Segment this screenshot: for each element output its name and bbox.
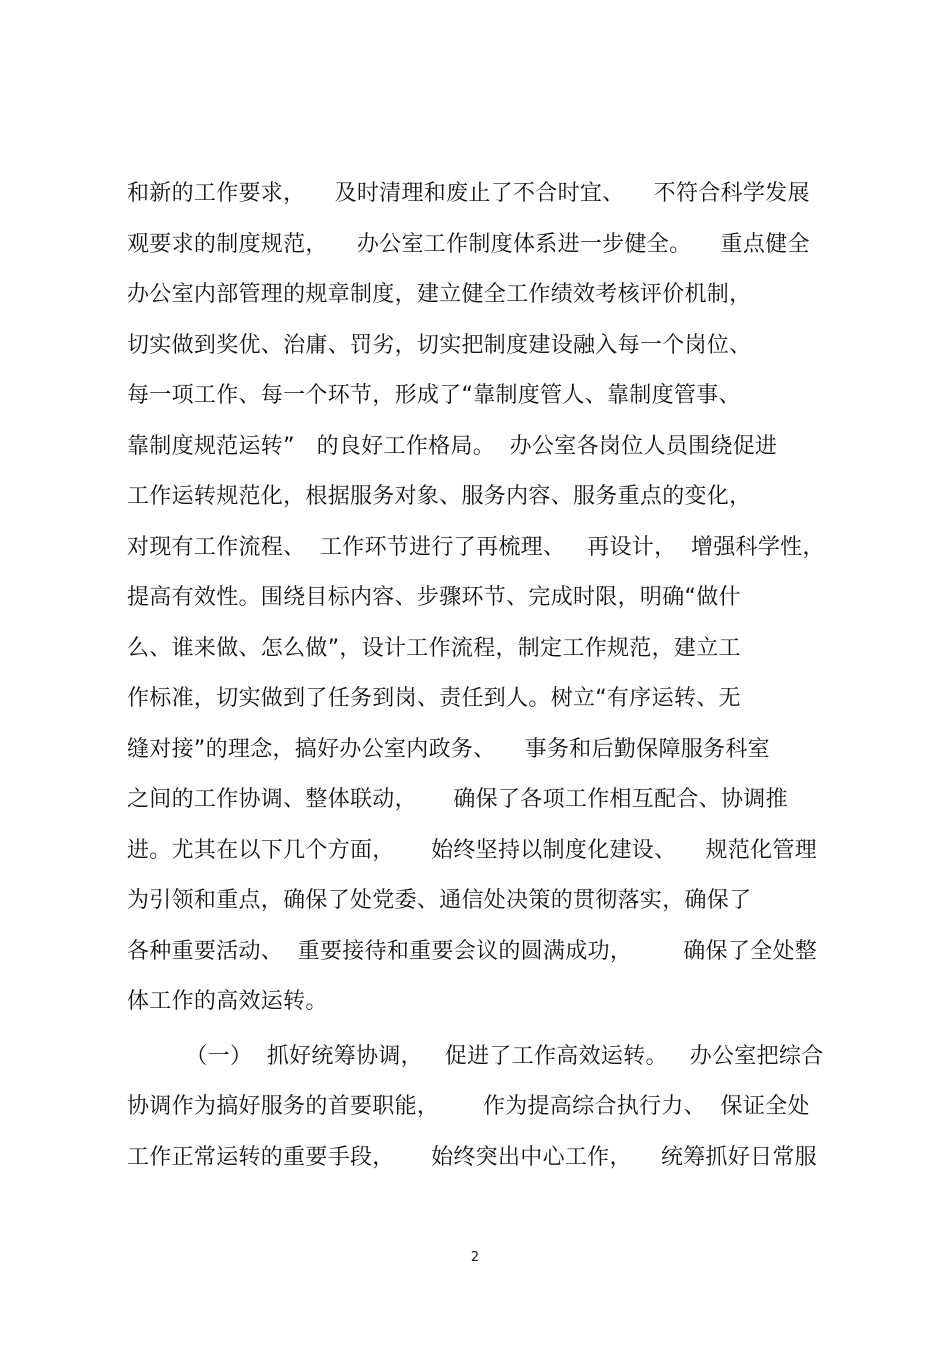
text-line: 为引领和重点，确保了处党委、通信处决策的贯彻落实，确保了 (127, 888, 752, 913)
text-line: 和新的工作要求， 及时清理和废止了不合时宜、 不符合科学发展 (127, 181, 810, 206)
text-line: 办公室内部管理的规章制度，建立健全工作绩效考核评价机制， (127, 282, 752, 307)
text-line: 每一项工作、每一个环节，形成了“靠制度管人、靠制度管事、 (127, 383, 741, 408)
text-line: 缝对接”的理念，搞好办公室内政务、 事务和后勤保障服务科室 (127, 736, 770, 762)
text-line: 协调作为搞好服务的首要职能， 作为提高综合执行力、 保证全处 (127, 1094, 810, 1119)
text-line: 作标准，切实做到了任务到岗、责任到人。树立“有序运转、无 (127, 686, 741, 711)
text-line: 对现有工作流程、 工作环节进行了再梳理、 再设计， 增强科学性， (127, 534, 825, 560)
text-line: 体工作的高效运转。 (127, 989, 328, 1014)
text-line: 各种重要活动、 重要接待和重要会议的圆满成功， 确保了全处整 (127, 938, 818, 964)
text-line: 工作正常运转的重要手段， 始终突出中心工作， 统筹抓好日常服 (127, 1144, 818, 1170)
text-line: 提高有效性。围绕目标内容、步骤环节、完成时限，明确“做什 (127, 585, 741, 610)
text-line: 观要求的制度规范， 办公室工作制度体系进一步健全。 重点健全 (127, 231, 810, 257)
text-line: 靠制度规范运转” 的良好工作格局。 办公室各岗位人员围绕促进 (127, 433, 778, 459)
text-line: 工作运转规范化，根据服务对象、服务内容、服务重点的变化， (127, 484, 752, 509)
text-line: 之间的工作协调、整体联动， 确保了各项工作相互配合、协调推 (127, 787, 788, 812)
page-number: 2 (470, 1250, 480, 1265)
text-line: 进。尤其在以下几个方面， 始终坚持以制度化建设、 规范化管理 (127, 837, 818, 863)
paragraph-heading-line: （一） 抓好统筹协调， 促进了工作高效运转。 办公室把综合 (127, 1043, 824, 1069)
text-line: 切实做到奖优、治庸、罚劣，切实把制度建设融入每一个岗位、 (127, 332, 752, 358)
body-text (127, 175, 827, 1189)
text-line: 么、谁来做、怎么做”，设计工作流程，制定工作规范，建立工 (127, 635, 741, 661)
